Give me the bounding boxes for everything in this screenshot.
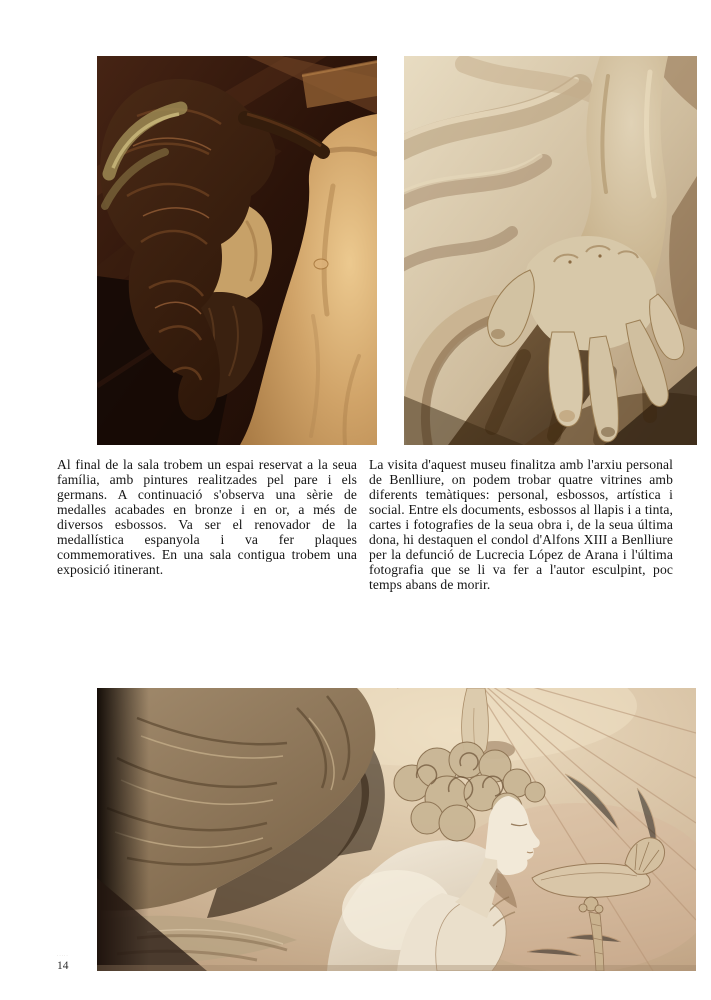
crucifix-illustration bbox=[97, 56, 377, 445]
paragraph-right-column: La visita d'aquest museu finalitza amb l'arxiu personal de Benlliure, on podem trobar quatre vitrines amb diferents temàtiques: personal, esbossos, artística i social. Entre els documents, esbossos al llapis i a tinta, cartes i fotografies de la seua obra i, de la seua última dona, hi destaquen el condol d'Alfons XIII a Benlliure per la defunció de Lucrecia López de Arana i l'última fotografia que se li va fer a l'autor esculpint, poc temps abans de morir. bbox=[369, 456, 673, 593]
page-number: 14 bbox=[57, 960, 69, 972]
footer-micro-text: ····· bbox=[57, 953, 69, 958]
angel-illustration bbox=[97, 688, 696, 971]
hand-illustration bbox=[404, 56, 697, 445]
paragraph-left-column: Al final de la sala trobem un espai reservat a la seua família, amb pintures realitzades pel pare i els germans. A continuació s'observa una sèrie de medalles acabades en bronze i en or, a més de diversos esbossos. Va ser el renovador de la medallística espanyola i va fer plaques commemoratives. En una sala contigua trobem una exposició itinerant. bbox=[57, 456, 357, 578]
photo-crucifix-detail bbox=[97, 56, 377, 445]
photo-angel-relief bbox=[97, 688, 696, 971]
photo-plaster-hand bbox=[404, 56, 697, 445]
